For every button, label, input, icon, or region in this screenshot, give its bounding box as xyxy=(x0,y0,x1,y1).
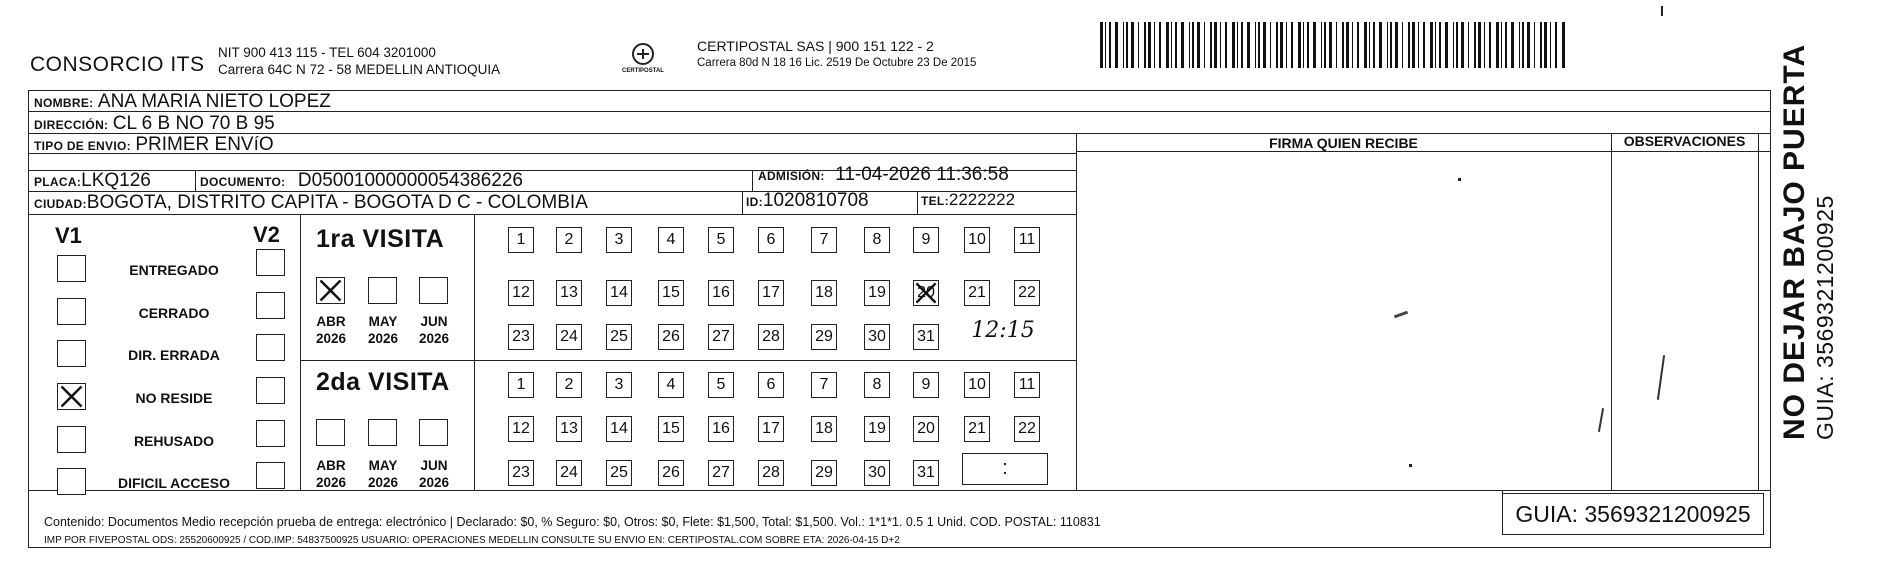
visit2-day-box[interactable]: 18 xyxy=(811,416,837,442)
documento-value: D05001000000054386226 xyxy=(297,170,523,191)
visit1-title: 1ra VISITA xyxy=(316,225,445,253)
visit1-day-box[interactable]: 16 xyxy=(708,280,734,306)
status-v2-checkbox[interactable] xyxy=(256,249,285,276)
observaciones-header: OBSERVACIONES xyxy=(1623,133,1746,149)
barcode-bar xyxy=(1210,22,1212,68)
visit1-month-checkbox[interactable] xyxy=(316,277,345,304)
side-warning: NO DEJAR BAJO PUERTA xyxy=(1778,43,1811,440)
barcode-bar xyxy=(1263,22,1266,68)
barcode-bar xyxy=(1270,22,1271,68)
status-v2-checkbox[interactable] xyxy=(256,377,285,404)
barcode-bar xyxy=(1303,22,1304,68)
barcode-bar xyxy=(1181,22,1184,68)
visit2-time[interactable] xyxy=(962,453,1048,485)
tipo-row xyxy=(34,134,274,156)
visit1-day-box[interactable]: 18 xyxy=(811,280,837,306)
visit1-day-box[interactable]: 8 xyxy=(864,227,890,253)
visit2-day-box[interactable]: 5 xyxy=(708,372,734,398)
barcode-bar xyxy=(1478,22,1481,68)
visit2-day-box[interactable]: 14 xyxy=(606,416,632,442)
visit2-month-checkbox[interactable] xyxy=(316,419,345,446)
visit2-month-label xyxy=(361,457,405,491)
barcode-bar xyxy=(1109,22,1111,68)
barcode-bar xyxy=(1489,22,1491,68)
barcode-bar xyxy=(1197,22,1200,68)
carrier-logo-icon xyxy=(622,40,664,82)
status-v1-checkbox[interactable] xyxy=(57,468,86,495)
visit2-day-box[interactable]: 25 xyxy=(606,460,632,486)
divider xyxy=(28,214,1076,215)
barcode-bar xyxy=(1131,22,1134,68)
barcode-bar xyxy=(1175,22,1177,68)
signature-mark xyxy=(1409,464,1412,467)
status-label: CERRADO xyxy=(138,305,210,321)
barcode-bar xyxy=(1241,22,1243,68)
tel-label: TEL: xyxy=(921,194,949,208)
barcode-bar xyxy=(1395,22,1398,68)
visit2-title: 2da VISITA xyxy=(316,368,450,396)
nombre-label: NOMBRE: xyxy=(34,96,94,110)
visit2-month-checkbox[interactable] xyxy=(368,419,397,446)
status-label: ENTREGADO xyxy=(129,262,219,278)
barcode-bar xyxy=(1166,22,1169,68)
visit2-month-label xyxy=(412,457,456,491)
visit2-day-box[interactable]: 31 xyxy=(913,460,939,486)
barcode-bar xyxy=(1461,22,1464,68)
barcode-bar xyxy=(1329,22,1332,68)
visit2-month-label xyxy=(309,457,353,491)
barcode-bar xyxy=(1511,22,1514,68)
visit1-day-box[interactable]: 2 xyxy=(556,227,582,253)
visit1-day-box[interactable]: 6 xyxy=(758,227,784,253)
barcode-bar xyxy=(1321,22,1322,68)
barcode-bar xyxy=(1544,22,1547,68)
signature-mark xyxy=(1458,178,1461,181)
barcode-bar xyxy=(1307,22,1309,68)
corner-mark xyxy=(1661,6,1663,16)
carrier-address-line: Carrera 80d N 18 16 Lic. 2519 De Octubre 23 De 2015 xyxy=(697,57,977,69)
placa-row xyxy=(34,170,151,192)
barcode-bar xyxy=(1115,22,1118,68)
visit2-day-box[interactable]: 21 xyxy=(964,416,990,442)
ciudad-value: BOGOTA, DISTRITO CAPITA - BOGOTA D C - COLOMBIA xyxy=(86,192,588,213)
barcode-bar xyxy=(1390,22,1392,68)
divider xyxy=(742,191,743,214)
divider xyxy=(917,191,918,214)
visit1-day-box[interactable]: 15 xyxy=(658,280,684,306)
barcode-bar xyxy=(1456,22,1458,68)
visit1-day-box[interactable]: 24 xyxy=(556,324,582,350)
divider xyxy=(300,214,301,490)
month-name: MAY xyxy=(368,458,398,473)
barcode-bar xyxy=(1519,22,1520,68)
ciudad-label: CIUDAD: xyxy=(34,197,87,211)
barcode-bar xyxy=(1364,22,1367,68)
direccion-label: DIRECCIÓN: xyxy=(34,118,109,132)
visit2-day-box[interactable]: 28 xyxy=(758,460,784,486)
visit1-day-box[interactable]: 1 xyxy=(508,227,534,253)
barcode-bar xyxy=(1255,22,1256,68)
divider xyxy=(474,214,475,490)
barcode-bar xyxy=(1192,22,1194,68)
status-label: DIFICIL ACCESO xyxy=(117,475,230,491)
barcode-bar xyxy=(1237,22,1238,68)
visit1-time-value: 12:15 xyxy=(971,318,1035,343)
barcode-bar xyxy=(1373,22,1375,68)
visit1-day-box[interactable]: 30 xyxy=(864,324,890,350)
id-row xyxy=(746,190,869,212)
barcode-bar xyxy=(1336,22,1337,68)
visit2-day-box[interactable]: 12 xyxy=(508,416,534,442)
visit1-day-box[interactable]: 17 xyxy=(758,280,784,306)
sender-nit-line: NIT 900 413 115 - TEL 604 3201000 xyxy=(218,45,436,60)
status-v2-checkbox[interactable] xyxy=(256,292,285,319)
tipo-label: TIPO DE ENVIO: xyxy=(34,139,131,153)
side-text xyxy=(1778,44,1839,440)
visit1-month-checkbox[interactable] xyxy=(368,277,397,304)
divider xyxy=(1076,151,1771,152)
barcode-bar xyxy=(1468,22,1469,68)
barcode-bar xyxy=(1346,22,1349,68)
visit2-day-box[interactable]: 15 xyxy=(658,416,684,442)
visit1-month-checkbox[interactable] xyxy=(419,277,448,304)
barcode-bar xyxy=(1496,22,1499,68)
barcode-bar xyxy=(1232,22,1235,68)
form-frame xyxy=(28,90,1771,548)
footer-print-line: IMP POR FIVEPOSTAL ODS: 25520600925 / COD.IMP: 54837500925 USUARIO: OPERACIONES MEDELLIN CONSULTE SU ENVIO EN: CERTIPOSTAL.COM SOBRE ETA: 2026-04-15 D+2 xyxy=(44,535,900,546)
admision-row xyxy=(758,164,1009,186)
barcode-bar xyxy=(1154,22,1155,68)
v1-header: V1 xyxy=(55,223,82,248)
visit1-time[interactable] xyxy=(960,317,1046,349)
barcode-bar xyxy=(1352,22,1353,68)
carrier-nit-line: CERTIPOSTAL SAS | 900 151 122 - 2 xyxy=(697,38,934,54)
status-v2-checkbox[interactable] xyxy=(256,462,285,489)
barcode-bar xyxy=(1555,22,1557,68)
month-name: MAY xyxy=(368,314,398,329)
barcode-bar xyxy=(1445,22,1448,68)
direccion-row xyxy=(34,113,275,135)
visit2-day-box[interactable]: 10 xyxy=(964,372,990,398)
month-year: 2026 xyxy=(367,475,399,490)
barcode-bar xyxy=(1418,22,1419,68)
barcode-bar xyxy=(1126,22,1128,68)
barcode-bar xyxy=(1387,22,1388,68)
visit1-day-box[interactable]: 4 xyxy=(658,227,684,253)
status-label: REHUSADO xyxy=(133,433,215,449)
visit1-day-box[interactable]: 20 xyxy=(913,280,939,306)
divider xyxy=(28,133,1771,134)
status-label: DIR. ERRADA xyxy=(128,347,220,363)
visit2-time-value: : xyxy=(1002,457,1008,479)
month-year: 2026 xyxy=(367,331,399,346)
visit1-day-box[interactable]: 14 xyxy=(606,280,632,306)
barcode xyxy=(1100,22,1570,68)
guia-box: GUIA: 3569321200925 xyxy=(1502,493,1764,535)
visit2-day-box[interactable]: 22 xyxy=(1014,416,1040,442)
month-name: ABR xyxy=(316,458,346,473)
barcode-bar xyxy=(1105,22,1106,68)
visit1-day-box[interactable]: 29 xyxy=(811,324,837,350)
status-v1-checkbox[interactable] xyxy=(57,383,86,410)
visit1-day-box[interactable]: 9 xyxy=(913,227,939,253)
status-label: NO RESIDE xyxy=(135,390,213,406)
barcode-bar xyxy=(1453,22,1454,68)
barcode-bar xyxy=(1408,22,1410,68)
barcode-bar xyxy=(1540,22,1542,68)
documento-row xyxy=(200,170,523,192)
documento-label: DOCUMENTO: xyxy=(200,175,286,189)
visit1-day-box[interactable]: 26 xyxy=(658,324,684,350)
visit2-month-checkbox[interactable] xyxy=(419,419,448,446)
status-v2-checkbox[interactable] xyxy=(256,420,285,447)
sender-name: CONSORCIO ITS xyxy=(30,53,205,76)
visit2-day-box[interactable]: 9 xyxy=(913,372,939,398)
visit2-day-box[interactable]: 3 xyxy=(606,372,632,398)
status-v2-checkbox[interactable] xyxy=(256,334,285,361)
barcode-bar xyxy=(1501,22,1502,68)
barcode-bar xyxy=(1214,22,1217,68)
visit2-day-box[interactable]: 23 xyxy=(508,460,534,486)
visit1-day-box[interactable]: 27 xyxy=(708,324,734,350)
visit2-day-box[interactable]: 27 xyxy=(708,460,734,486)
carrier-info xyxy=(697,38,976,72)
barcode-bar xyxy=(1484,22,1485,68)
visit2-day-box[interactable]: 26 xyxy=(658,460,684,486)
visit1-day-box[interactable]: 23 xyxy=(508,324,534,350)
visit2-day-box[interactable]: 6 xyxy=(758,372,784,398)
barcode-bar xyxy=(1148,22,1151,68)
barcode-bar xyxy=(1298,22,1301,68)
admision-value: 11-04-2026 11:36:58 xyxy=(835,164,1009,185)
barcode-bar xyxy=(1562,22,1565,68)
status-v1-checkbox[interactable] xyxy=(57,340,86,367)
visit1-day-box[interactable]: 11 xyxy=(1014,227,1040,253)
barcode-bar xyxy=(1534,22,1535,68)
month-year: 2026 xyxy=(315,475,347,490)
barcode-bar xyxy=(1522,22,1524,68)
visit2-day-box[interactable]: 8 xyxy=(864,372,890,398)
divider xyxy=(28,490,1771,491)
barcode-bar xyxy=(1171,22,1172,68)
barcode-bar xyxy=(1474,22,1476,68)
visit1-day-box[interactable]: 31 xyxy=(913,324,939,350)
v2-header: V2 xyxy=(253,222,280,247)
barcode-bar xyxy=(1379,22,1382,68)
month-year: 2026 xyxy=(418,331,450,346)
barcode-bar xyxy=(1144,22,1146,68)
status-v1-checkbox[interactable] xyxy=(57,298,86,325)
barcode-bar xyxy=(1123,22,1124,68)
barcode-bar xyxy=(1258,22,1260,68)
id-label: ID: xyxy=(746,195,763,209)
visit1-month-label xyxy=(412,313,456,347)
visit1-day-box[interactable]: 13 xyxy=(556,280,582,306)
footer-content-line: Contenido: Documentos Medio recepción prueba de entrega: electrónico | Declarado: $0, % Seguro: $0, Otros: $0, Flete: $1,500, Total: $1,500. Vol.: 1*1*1. 0.5 1 Unid. COD. POSTAL: 110831 xyxy=(44,515,1101,529)
barcode-bar xyxy=(1189,22,1190,68)
visit2-day-box[interactable]: 11 xyxy=(1014,372,1040,398)
carrier-logo xyxy=(622,40,664,82)
barcode-bar xyxy=(1550,22,1551,68)
visit1-month-label xyxy=(361,313,405,347)
barcode-bar xyxy=(1369,22,1370,68)
id-value: 1020810708 xyxy=(762,190,869,211)
tel-value: 2222222 xyxy=(948,190,1016,209)
barcode-bar xyxy=(1439,22,1441,68)
placa-label: PLACA: xyxy=(34,175,82,189)
barcode-bar xyxy=(1412,22,1415,68)
barcode-bar xyxy=(1402,22,1403,68)
visit2-day-box[interactable]: 17 xyxy=(758,416,784,442)
carrier-logo-text: CERTIPOSTAL xyxy=(622,68,664,74)
visit1-day-box[interactable]: 7 xyxy=(811,227,837,253)
barcode-bar xyxy=(1291,22,1293,68)
month-name: JUN xyxy=(420,458,448,473)
divider xyxy=(1076,133,1077,490)
month-name: ABR xyxy=(316,314,346,329)
barcode-bar xyxy=(1159,22,1161,68)
status-v1-checkbox[interactable] xyxy=(57,426,86,453)
firma-header: FIRMA QUIEN RECIBE xyxy=(1269,135,1418,151)
nombre-value: ANA MARIA NIETO LOPEZ xyxy=(97,91,331,112)
visit1-day-box[interactable]: 5 xyxy=(708,227,734,253)
visit1-day-box[interactable]: 3 xyxy=(606,227,632,253)
ciudad-row xyxy=(34,192,588,214)
barcode-bar xyxy=(1430,22,1433,68)
barcode-bar xyxy=(1276,22,1278,68)
barcode-bar xyxy=(1423,22,1425,68)
visit2-day-box[interactable]: 2 xyxy=(556,372,582,398)
visit2-day-box[interactable]: 30 xyxy=(864,460,890,486)
barcode-bar xyxy=(1280,22,1283,68)
visit1-day-box[interactable]: 19 xyxy=(864,280,890,306)
barcode-bar xyxy=(1286,22,1287,68)
barcode-bar xyxy=(1204,22,1205,68)
visit2-day-box[interactable]: 19 xyxy=(864,416,890,442)
admision-label: ADMISIÓN: xyxy=(758,169,825,183)
tel-row xyxy=(921,190,1015,210)
divider xyxy=(752,170,753,191)
month-year: 2026 xyxy=(315,331,347,346)
visit1-day-box[interactable]: 28 xyxy=(758,324,784,350)
sender-info xyxy=(218,44,500,78)
day-x-mark xyxy=(914,281,938,305)
barcode-bar xyxy=(1100,22,1103,68)
sender-address-line: Carrera 64C N 72 - 58 MEDELLIN ANTIOQUIA xyxy=(218,62,501,77)
barcode-bar xyxy=(1357,22,1359,68)
visit2-day-box[interactable]: 24 xyxy=(556,460,582,486)
barcode-bar xyxy=(1324,22,1326,68)
side-guia: GUIA: 3569321200925 xyxy=(1812,195,1838,440)
visit2-day-box[interactable]: 20 xyxy=(913,416,939,442)
visit2-day-box[interactable]: 1 xyxy=(508,372,534,398)
barcode-bar xyxy=(1313,22,1316,68)
divider xyxy=(1758,133,1759,490)
month-name: JUN xyxy=(420,314,448,329)
barcode-bar xyxy=(1138,22,1139,68)
visit2-day-box[interactable]: 29 xyxy=(811,460,837,486)
nombre-row xyxy=(34,91,331,113)
placa-value: LKQ126 xyxy=(81,170,151,191)
visit1-day-box[interactable]: 21 xyxy=(964,280,990,306)
visit1-day-box[interactable]: 12 xyxy=(508,280,534,306)
barcode-bar xyxy=(1342,22,1344,68)
status-v1-checkbox[interactable] xyxy=(57,255,86,282)
direccion-value: CL 6 B NO 70 B 95 xyxy=(112,113,275,134)
visit1-day-box[interactable]: 10 xyxy=(964,227,990,253)
barcode-bar xyxy=(1505,22,1507,68)
barcode-bar xyxy=(1225,22,1227,68)
divider xyxy=(195,170,196,191)
divider xyxy=(1611,133,1612,490)
visit2-day-box[interactable]: 7 xyxy=(811,372,837,398)
barcode-bar xyxy=(1247,22,1250,68)
barcode-bar xyxy=(1527,22,1530,68)
visit1-day-box[interactable]: 25 xyxy=(606,324,632,350)
visit1-day-box[interactable]: 22 xyxy=(1014,280,1040,306)
visit1-month-label xyxy=(309,313,353,347)
visit2-day-box[interactable]: 16 xyxy=(708,416,734,442)
barcode-bar xyxy=(1435,22,1436,68)
divider xyxy=(300,360,1076,361)
visit2-day-box[interactable]: 4 xyxy=(658,372,684,398)
tipo-value: PRIMER ENVíO xyxy=(135,134,274,155)
visit2-day-box[interactable]: 13 xyxy=(556,416,582,442)
barcode-bar xyxy=(1220,22,1221,68)
month-year: 2026 xyxy=(418,475,450,490)
